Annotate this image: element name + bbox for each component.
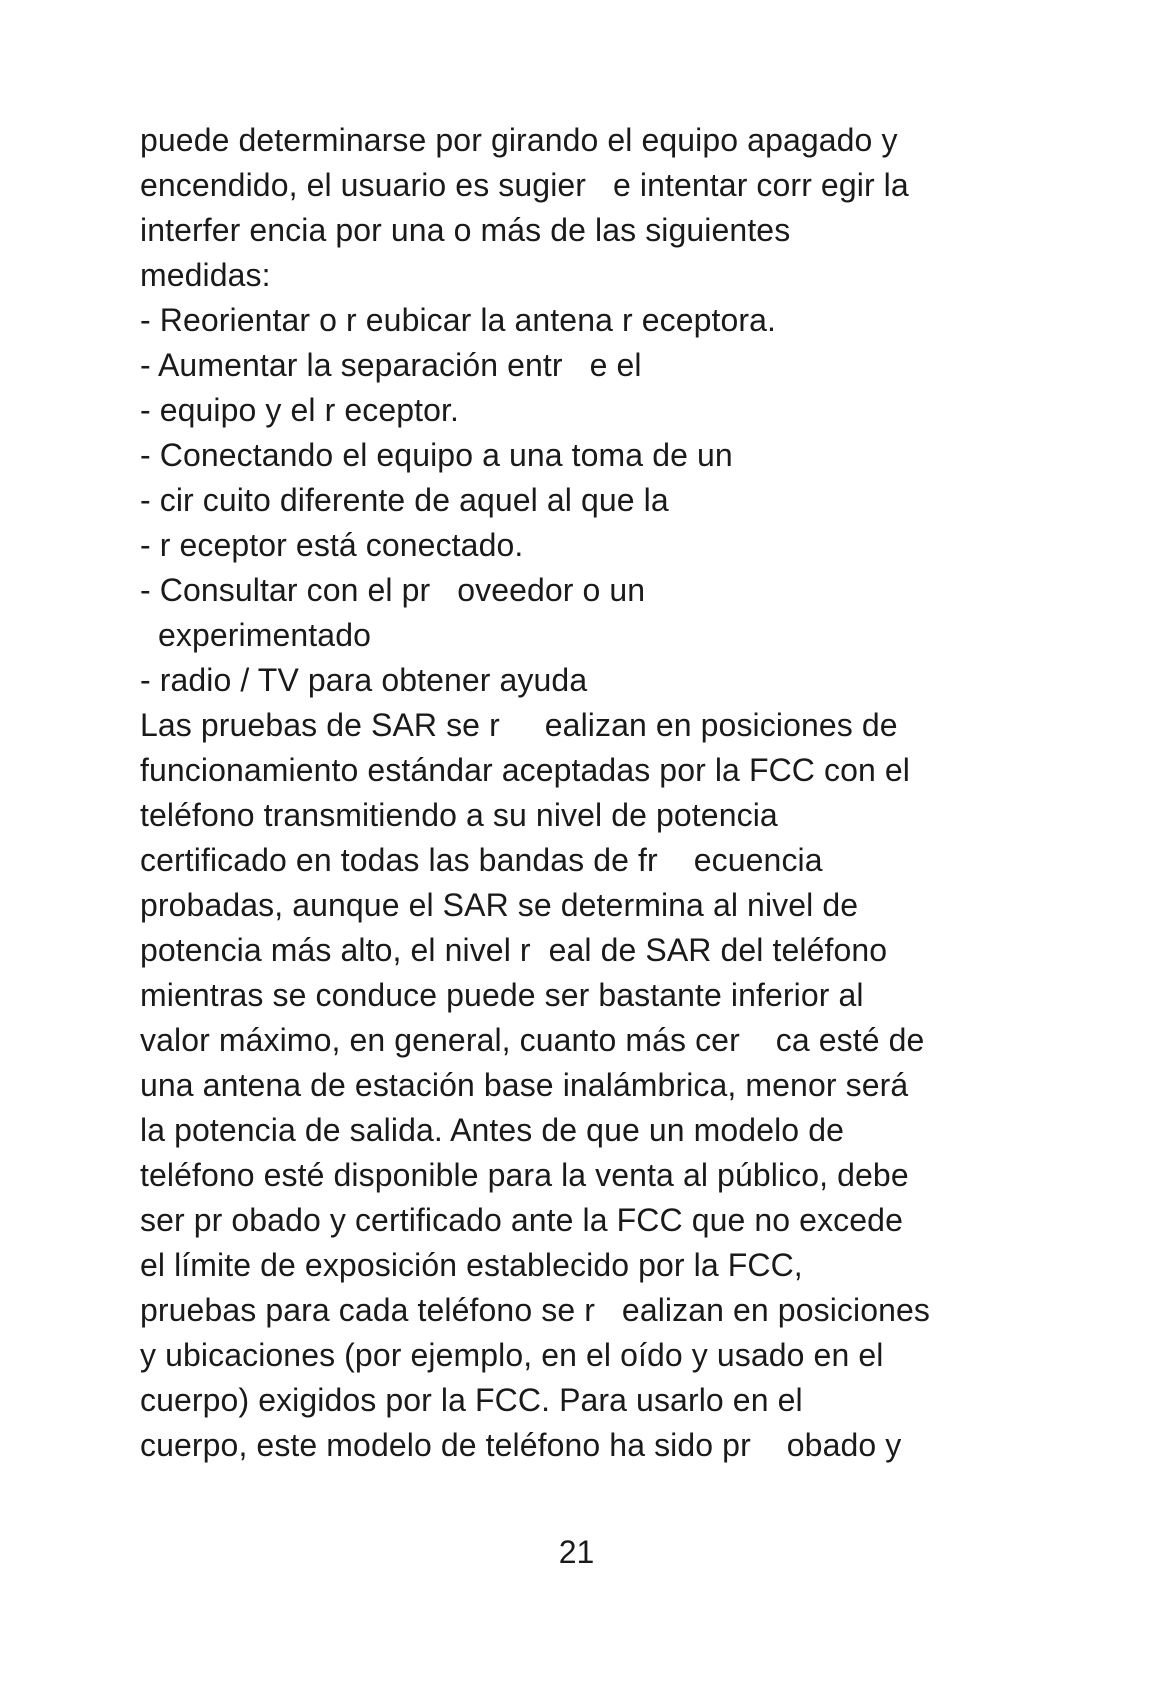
list-item: - r eceptor está conectado. [140, 527, 524, 563]
text-line: cuerpo, este modelo de teléfono ha sido pr obado y [140, 1427, 902, 1463]
text-line: la potencia de salida. Antes de que un modelo de [140, 1112, 844, 1148]
list-item: - Conectando el equipo a una toma de un [140, 437, 733, 473]
list-item-continuation: experimentado [158, 617, 371, 653]
text-line: funcionamiento estándar aceptadas por la FCC con el [140, 752, 910, 788]
list-item: - Reorientar o r eubicar la antena r eceptora. [140, 302, 777, 338]
text-line: el límite de exposición establecido por la FCC, [140, 1247, 803, 1283]
text-line: teléfono esté disponible para la venta al público, debe [140, 1157, 909, 1193]
text-line: encendido, el usuario es sugier e intentar corr egir la [140, 167, 909, 203]
text-line: valor máximo, en general, cuanto más cer ca esté de [140, 1022, 925, 1058]
text-line: una antena de estación base inalámbrica, menor será [140, 1067, 909, 1103]
text-line: puede determinarse por girando el equipo apagado y [140, 122, 898, 158]
text-line: teléfono transmitiendo a su nivel de potencia [140, 797, 778, 833]
list-item: - cir cuito diferente de aquel al que la [140, 482, 669, 518]
text-line: interfer encia por una o más de las siguientes [140, 212, 791, 248]
list-item: - Consultar con el pr oveedor o un [140, 572, 646, 608]
list-item: - equipo y el r eceptor. [140, 392, 460, 428]
text-line: pruebas para cada teléfono se r ealizan en posiciones [140, 1292, 931, 1328]
text-line: y ubicaciones (por ejemplo, en el oído y usado en el [140, 1337, 884, 1373]
list-item: - Aumentar la separación entr e el [140, 347, 642, 383]
list-item: - radio / TV para obtener ayuda [140, 662, 588, 698]
text-line: mientras se conduce puede ser bastante inferior al [140, 977, 864, 1013]
text-line: potencia más alto, el nivel r eal de SAR del teléfono [140, 932, 888, 968]
text-line: Las pruebas de SAR se r ealizan en posiciones de [140, 707, 898, 743]
body-text [140, 118, 1140, 1468]
text-line: probadas, aunque el SAR se determina al nivel de [140, 887, 859, 923]
text-line: medidas: [140, 257, 271, 293]
text-line: certificado en todas las bandas de fr ecuencia [140, 842, 823, 878]
page-number: 21 [558, 1534, 595, 1570]
text-line: cuerpo) exigidos por la FCC. Para usarlo en el [140, 1382, 803, 1418]
text-line: ser pr obado y certificado ante la FCC que no excede [140, 1202, 903, 1238]
